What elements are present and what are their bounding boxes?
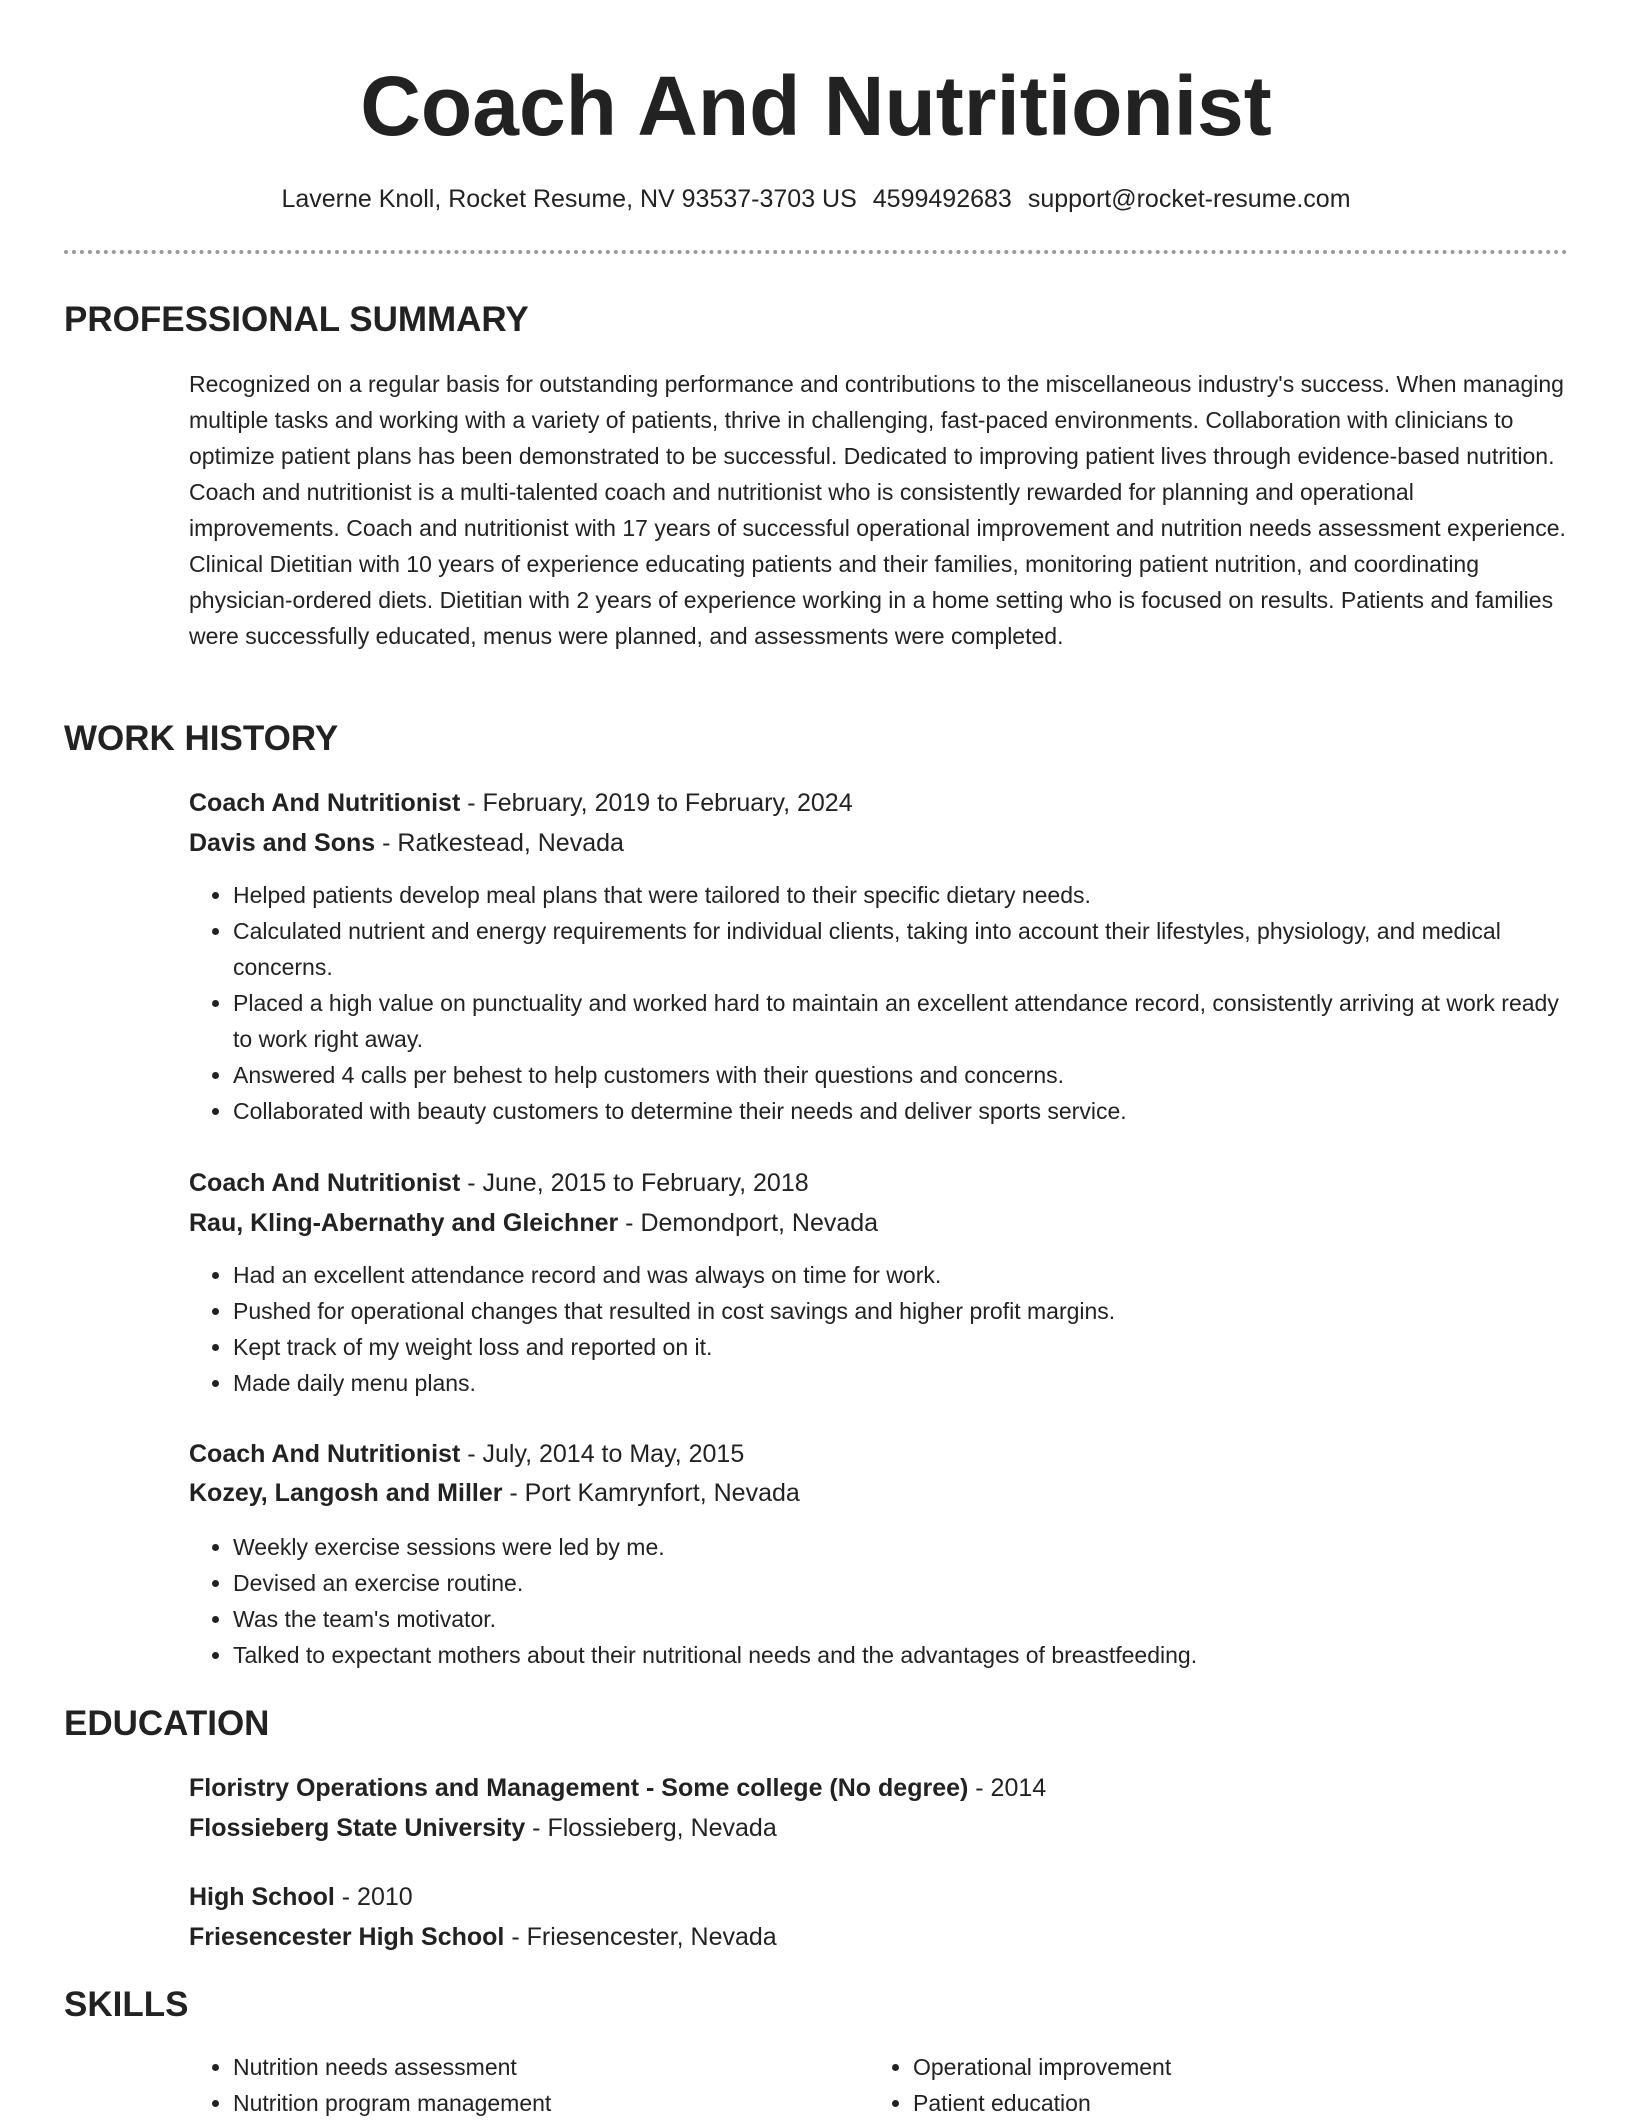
skill-item: • Operational improvement xyxy=(913,2049,1171,2085)
contact-line xyxy=(0,181,1632,217)
education-degree: Floristry Operations and Management - Some college (No degree) xyxy=(189,1774,969,1802)
job-bullet: • Talked to expectant mothers about their nutritional needs and the advantages of breastfeeding. xyxy=(233,1637,1569,1673)
education-degree-line xyxy=(189,1879,413,1915)
job-bullet: • Weekly exercise sessions were led by me. xyxy=(233,1529,1569,1565)
job-location: - Port Kamrynfort, Nevada xyxy=(502,1479,800,1507)
education-degree-line xyxy=(189,1770,1046,1806)
section-heading-skills: SKILLS xyxy=(64,1985,189,2024)
education-year: - 2010 xyxy=(334,1883,413,1911)
job-bullet: • Answered 4 calls per behest to help customers with their questions and concerns. xyxy=(233,1057,1569,1093)
education-school: Flossieberg State University xyxy=(189,1814,526,1842)
job-bullet: • Calculated nutrient and energy requirements for individual clients, taking into account their lifestyles, physiology, and medical concerns. xyxy=(233,913,1569,985)
summary-text: Recognized on a regular basis for outstanding performance and contributions to the miscellaneous industry's success. When managing multiple tasks and working with a variety of patients, thrive in challenging, fast-paced environments. Collaboration with clinicians to optimize patient plans has been demonstrated to be successful. Dedicated to improving patient lives through evidence-based nutrition. Coach and nutritionist is a multi-talented coach and nutritionist who is consistently rewarded for planning and operational improvements. Coach and nutritionist with 17 years of successful operational improvement and nutrition needs assessment experience. Clinical Dietitian with 10 years of experience educating patients and their families, monitoring patient nutrition, and coordinating physician-ordered diets. Dietitian with 2 years of experience working in a home setting who is focused on results. Patients and families were successfully educated, menus were planned, and assessments were completed. xyxy=(189,371,1566,649)
job-title: Coach And Nutritionist xyxy=(189,1169,461,1197)
job-bullet: • Made daily menu plans. xyxy=(233,1365,1569,1401)
job-bullets xyxy=(189,1257,1569,1401)
skills-list-left xyxy=(189,2049,551,2121)
job-bullets xyxy=(189,877,1569,1129)
job-dates: - June, 2015 to February, 2018 xyxy=(460,1169,809,1197)
job-company-line xyxy=(189,1205,878,1241)
job-bullet: • Devised an exercise routine. xyxy=(233,1565,1569,1601)
section-heading-work: WORK HISTORY xyxy=(64,719,339,758)
job-title-line xyxy=(189,1165,809,1201)
job-company-line xyxy=(189,825,624,861)
job-bullets xyxy=(189,1529,1569,1673)
education-degree: High School xyxy=(189,1883,335,1911)
contact-phone: 4599492683 xyxy=(872,185,1012,213)
education-location: - Friesencester, Nevada xyxy=(504,1923,777,1951)
job-dates: - February, 2019 to February, 2024 xyxy=(460,789,853,817)
job-location: - Demondport, Nevada xyxy=(618,1209,879,1237)
education-school-line xyxy=(189,1810,777,1846)
skill-item: • Nutrition program management xyxy=(233,2085,551,2121)
job-bullet: • Helped patients develop meal plans that were tailored to their specific dietary needs. xyxy=(233,877,1569,913)
header-divider xyxy=(64,250,1568,254)
job-bullet: • Collaborated with beauty customers to determine their needs and deliver sports service. xyxy=(233,1093,1569,1129)
job-bullet: • Placed a high value on punctuality and worked hard to maintain an excellent attendance record, consistently arriving at work ready to work right away. xyxy=(233,985,1569,1057)
section-heading-summary: PROFESSIONAL SUMMARY xyxy=(64,300,529,339)
job-title: Coach And Nutritionist xyxy=(189,789,461,817)
job-company: Davis and Sons xyxy=(189,829,376,857)
job-bullet: • Had an excellent attendance record and was always on time for work. xyxy=(233,1257,1569,1293)
job-company: Rau, Kling-Abernathy and Gleichner xyxy=(189,1209,619,1237)
skill-item: • Nutrition needs assessment xyxy=(233,2049,551,2085)
job-location: - Ratkestead, Nevada xyxy=(375,829,624,857)
job-title-line xyxy=(189,1436,744,1472)
education-year: - 2014 xyxy=(968,1774,1047,1802)
job-title-line xyxy=(189,785,853,821)
resume-title: Coach And Nutritionist xyxy=(360,59,1272,153)
skills-list-right xyxy=(869,2049,1171,2121)
contact-email: support@rocket-resume.com xyxy=(1027,185,1351,213)
job-title: Coach And Nutritionist xyxy=(189,1440,461,1468)
job-company-line xyxy=(189,1475,800,1511)
contact-address: Laverne Knoll, Rocket Resume, NV 93537-3703 US xyxy=(281,185,857,213)
job-bullet: • Pushed for operational changes that resulted in cost savings and higher profit margins. xyxy=(233,1293,1569,1329)
education-school-line xyxy=(189,1919,777,1955)
education-school: Friesencester High School xyxy=(189,1923,505,1951)
job-dates: - July, 2014 to May, 2015 xyxy=(460,1440,745,1468)
skill-item: • Patient education xyxy=(913,2085,1171,2121)
job-company: Kozey, Langosh and Miller xyxy=(189,1479,503,1507)
section-heading-education: EDUCATION xyxy=(64,1704,270,1743)
job-bullet: • Kept track of my weight loss and reported on it. xyxy=(233,1329,1569,1365)
job-bullet: • Was the team's motivator. xyxy=(233,1601,1569,1637)
education-location: - Flossieberg, Nevada xyxy=(525,1814,777,1842)
